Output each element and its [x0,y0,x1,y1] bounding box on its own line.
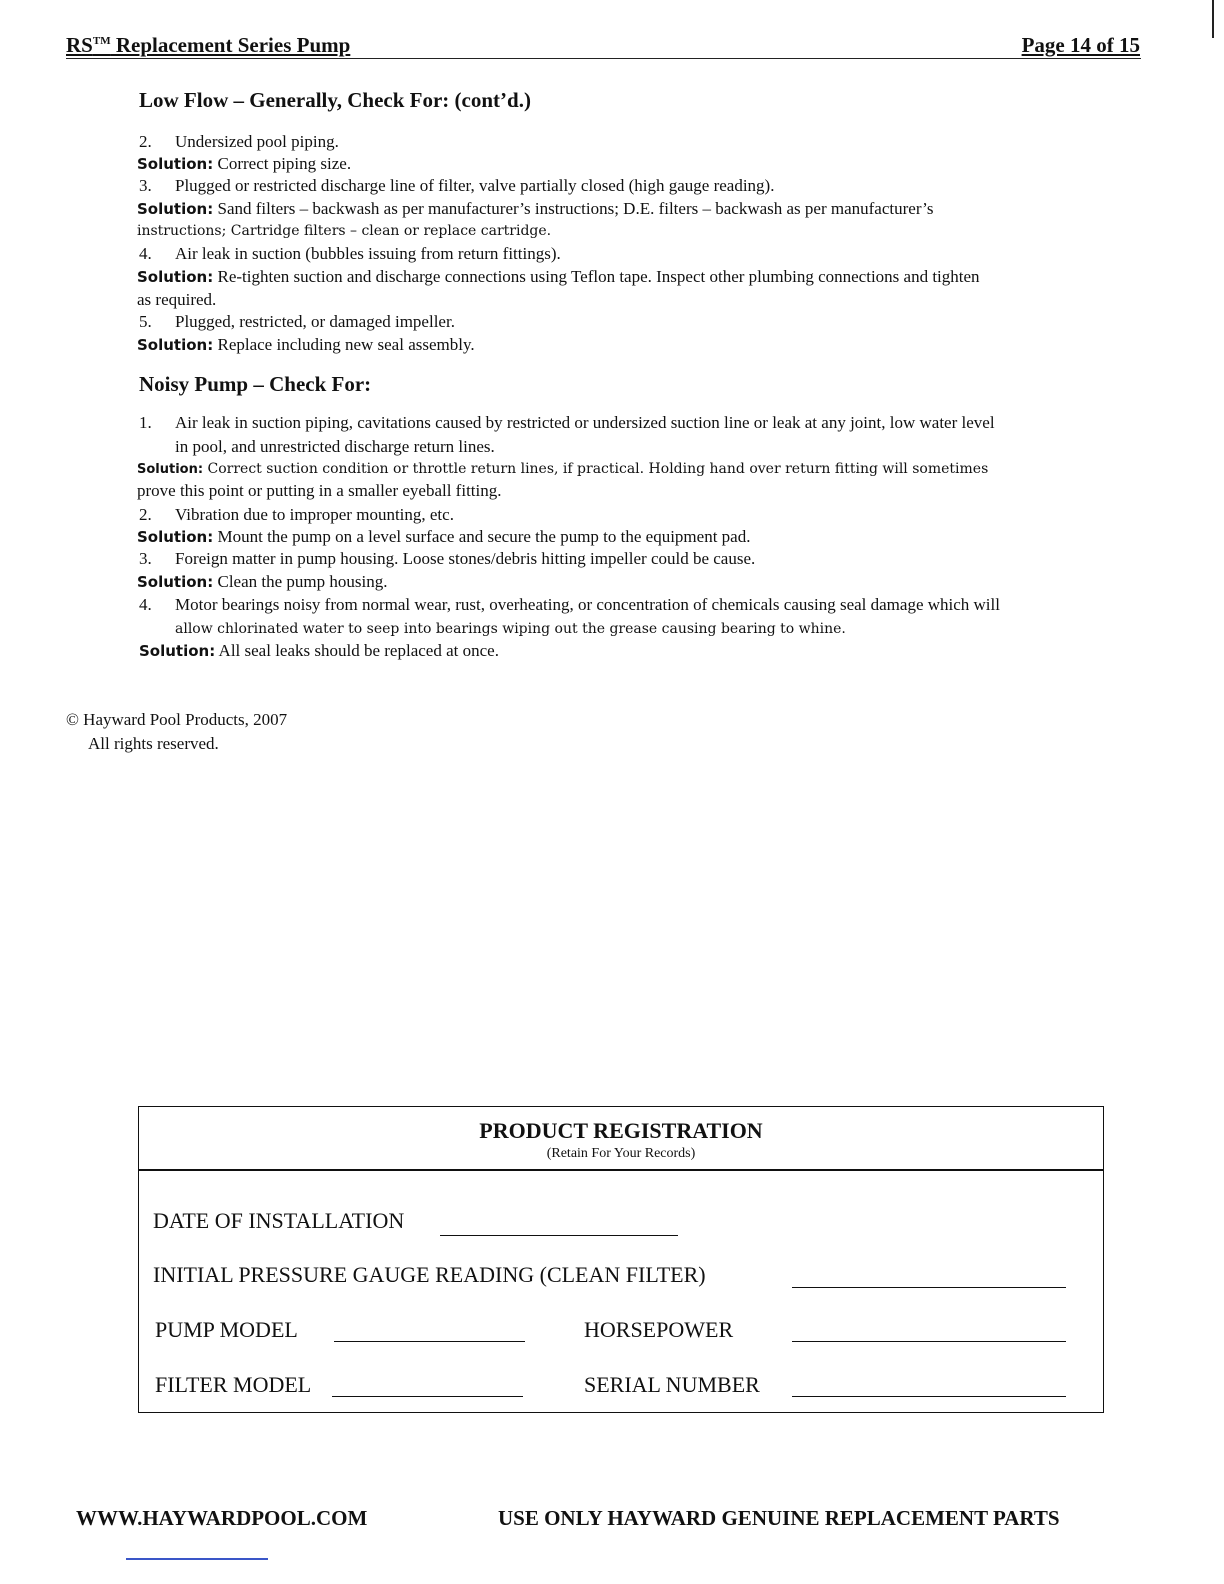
list-item: 1. Air leak in suction piping, cavitations caused by restricted or undersized suction line or leak at any joint, low water level [139,413,995,432]
trademark-mark: TM [92,35,111,47]
page-number: Page 14 of 15 [1021,33,1140,57]
date-of-installation-label: DATE OF INSTALLATION [153,1208,405,1233]
serial-number-blank[interactable] [792,1396,1066,1397]
footer-tagline: USE ONLY HAYWARD GENUINE REPLACEMENT PARTS [498,1506,1060,1530]
date-of-installation-blank[interactable] [440,1235,678,1236]
list-item: 5. Plugged, restricted, or damaged impeller. [139,312,455,331]
solution-line: Solution: Replace including new seal assembly. [137,335,475,354]
solution-line: Solution: Sand filters – backwash as per manufacturer’s instructions; D.E. filters – backwash as per manufacturer’s [137,199,934,218]
solution-line: Solution: Mount the pump on a level surface and secure the pump to the equipment pad. [137,527,751,546]
list-item-continuation: in pool, and unrestricted discharge return lines. [175,437,495,456]
page-edge-mark [1212,0,1214,38]
horsepower-blank[interactable] [792,1341,1066,1342]
solution-line: Solution: Correct piping size. [137,154,352,173]
list-item: 4. Motor bearings noisy from normal wear, rust, overheating, or concentration of chemicals causing seal damage which will [139,595,1000,614]
initial-pressure-label: INITIAL PRESSURE GAUGE READING (CLEAN FILTER) [153,1262,706,1287]
list-item: 2. Undersized pool piping. [139,132,339,151]
low-flow-heading: Low Flow – Generally, Check For: (cont’d.) [139,88,531,112]
solution-line: Solution: All seal leaks should be replaced at once. [139,641,499,660]
copyright-line: © Hayward Pool Products, 2007 [66,710,288,729]
rights-line: All rights reserved. [88,734,219,753]
list-item: 4. Air leak in suction (bubbles issuing from return fittings). [139,244,561,263]
list-item-continuation: allow chlorinated water to seep into bearings wiping out the grease causing bearing to whine. [175,621,846,637]
pump-model-blank[interactable] [334,1341,525,1342]
registration-header-divider [138,1169,1104,1171]
registration-subtitle: (Retain For Your Records) [546,1146,696,1161]
list-item: 2. Vibration due to improper mounting, etc. [139,505,454,524]
serial-number-label: SERIAL NUMBER [584,1372,760,1397]
solution-continuation: prove this point or putting in a smaller eyeball fitting. [137,481,502,500]
filter-model-label: FILTER MODEL [155,1372,312,1397]
website-link[interactable]: WWW.HAYWARDPOOL.COM [76,1506,368,1530]
list-item: 3. Plugged or restricted discharge line of filter, valve partially closed (high gauge reading). [139,176,775,195]
copyright-notice [66,708,287,756]
solution-line: Solution: Clean the pump housing. [137,572,388,591]
solution-line: Solution: Re-tighten suction and discharge connections using Teflon tape. Inspect other plumbing connections and tighten [137,267,980,286]
noisy-pump-heading: Noisy Pump – Check For: [139,372,372,396]
initial-pressure-blank[interactable] [792,1287,1066,1288]
list-item: 3. Foreign matter in pump housing. Loose stones/debris hitting impeller could be cause. [139,549,756,568]
pump-model-label: PUMP MODEL [155,1317,298,1342]
document-title: RS™ Replacement Series Pump [66,33,351,57]
horsepower-label: HORSEPOWER [584,1317,734,1342]
header-divider [66,58,1141,59]
registration-title: PRODUCT REGISTRATION [479,1118,763,1143]
solution-continuation: instructions; Cartridge filters – clean or replace cartridge. [137,223,552,239]
footer-underline-mark [126,1558,268,1560]
filter-model-blank[interactable] [332,1396,523,1397]
solution-continuation: as required. [137,290,217,309]
solution-line: Solution: Correct suction condition or throttle return lines, if practical. Holding hand over return fitting will sometimes [137,461,989,477]
